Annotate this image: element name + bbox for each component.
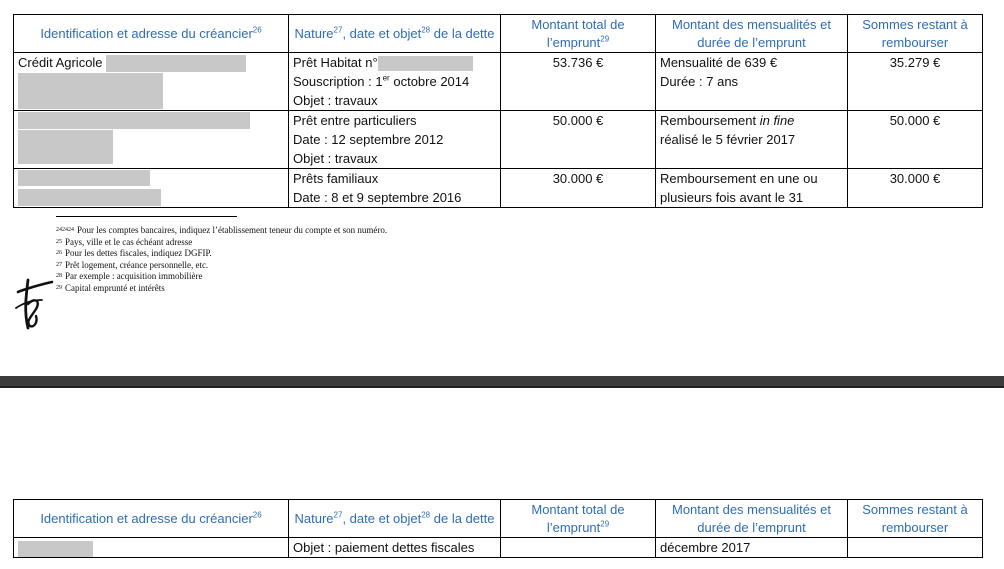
header-creditor-label: Identification et adresse du créancier bbox=[40, 510, 253, 526]
table-row bbox=[14, 169, 983, 208]
footnote-ref: 27 bbox=[333, 25, 343, 35]
table-header-row bbox=[14, 500, 983, 538]
nature-line: Prêt entre particuliers bbox=[293, 113, 417, 128]
footnote-number: 26 bbox=[56, 250, 62, 256]
redacted-block bbox=[378, 56, 473, 71]
footnote-text: Pays, ville et le cas échéant adresse bbox=[65, 236, 193, 247]
table-row bbox=[14, 538, 983, 558]
creditor-cell bbox=[14, 169, 289, 208]
header-remaining-label: Sommes restant à rembourser bbox=[862, 501, 968, 535]
header-monthly bbox=[656, 500, 848, 538]
redacted-block bbox=[18, 541, 93, 557]
handwritten-initials-signature bbox=[12, 278, 56, 332]
monthly-line-italic: in fine bbox=[759, 113, 795, 128]
header-monthly-label: Montant des mensualités et durée de l’emprunt bbox=[672, 501, 831, 535]
nature-line: Prêts familiaux bbox=[293, 171, 379, 186]
footnote-text: Pour les dettes fiscales, indiquez DGFIP. bbox=[65, 248, 212, 258]
header-monthly bbox=[656, 15, 848, 53]
footnote-divider bbox=[56, 216, 237, 217]
debts-table bbox=[13, 14, 983, 208]
footnote bbox=[56, 237, 476, 249]
remaining-amount bbox=[848, 538, 983, 558]
page-separator bbox=[0, 376, 1004, 388]
creditor-cell bbox=[14, 111, 289, 169]
monthly-line: Remboursement en une ou bbox=[660, 171, 818, 186]
footnote-ref: 29 bbox=[600, 34, 610, 44]
nature-line: Souscription : 1 bbox=[293, 74, 383, 89]
header-creditor bbox=[14, 500, 289, 538]
header-nature-label: Nature bbox=[294, 510, 334, 526]
nature-cell bbox=[289, 169, 501, 208]
footnote-number: 28 bbox=[56, 273, 62, 279]
monthly-line: plusieurs fois avant le 31 bbox=[660, 190, 804, 205]
nature-line: Date : 12 septembre 2012 bbox=[293, 132, 444, 147]
header-nature-label: , date et objet bbox=[342, 510, 422, 526]
header-total-label: Montant total de l’emprunt bbox=[531, 501, 625, 535]
footnote-ref: 27 bbox=[333, 510, 343, 520]
redacted-block bbox=[18, 73, 163, 109]
monthly-line: Mensualité de 639 € bbox=[660, 55, 778, 70]
remaining-amount: 35.279 € bbox=[848, 53, 983, 111]
monthly-line: réalisé le 5 février 2017 bbox=[660, 132, 796, 147]
header-nature-label: de la dette bbox=[430, 25, 495, 41]
footnote bbox=[56, 283, 476, 295]
nature-line: Prêt Habitat n° bbox=[293, 55, 378, 70]
footnote-ref: 28 bbox=[421, 510, 431, 520]
redacted-block bbox=[18, 189, 161, 206]
nature-line: octobre 2014 bbox=[389, 74, 470, 89]
redacted-block bbox=[18, 170, 150, 186]
footnote-number: 29 bbox=[56, 284, 62, 291]
table-row bbox=[14, 111, 983, 169]
header-nature-label: Nature bbox=[294, 25, 334, 41]
monthly-cell bbox=[656, 111, 848, 169]
footnote-number: 27 bbox=[56, 261, 62, 268]
footnote-text: Pour les comptes bancaires, indiquez l’établissement teneur du compte et son numéro. bbox=[77, 225, 388, 235]
header-remaining-label: Sommes restant à rembourser bbox=[862, 16, 968, 50]
creditor-cell bbox=[14, 53, 289, 111]
header-remaining bbox=[848, 15, 983, 53]
debts-table-continued bbox=[13, 499, 983, 558]
nature-line: Date : 8 et 9 septembre 2016 bbox=[293, 190, 462, 205]
monthly-cell bbox=[656, 53, 848, 111]
header-nature-label: de la dette bbox=[430, 510, 495, 526]
monthly-cell: décembre 2017 bbox=[656, 538, 848, 558]
header-nature bbox=[289, 500, 501, 538]
footnote-ref: 28 bbox=[421, 25, 431, 35]
creditor-cell bbox=[14, 538, 289, 558]
footnote bbox=[56, 271, 476, 283]
nature-line: Objet : travaux bbox=[293, 93, 378, 108]
header-nature bbox=[289, 15, 501, 53]
header-creditor-label: Identification et adresse du créancier bbox=[40, 25, 253, 41]
footnote-text: Capital emprunté et intérêts bbox=[65, 282, 165, 293]
monthly-line: Durée : 7 ans bbox=[660, 74, 739, 89]
footnote-ref: 26 bbox=[252, 25, 262, 35]
table-row bbox=[14, 53, 983, 111]
total-amount: 50.000 € bbox=[501, 111, 656, 169]
total-amount: 53.736 € bbox=[501, 53, 656, 111]
footnote-number: 242424 bbox=[56, 227, 74, 233]
header-total-label: Montant total de l’emprunt bbox=[531, 16, 625, 50]
footnote-text: Prêt logement, créance personnelle, etc. bbox=[65, 259, 209, 270]
header-creditor bbox=[14, 15, 289, 53]
monthly-cell bbox=[656, 169, 848, 208]
creditor-name: Crédit Agricole bbox=[18, 55, 103, 70]
remaining-amount: 30.000 € bbox=[848, 169, 983, 208]
redacted-block bbox=[18, 130, 113, 164]
footnote bbox=[56, 248, 476, 260]
footnote bbox=[56, 260, 476, 272]
footnote bbox=[56, 225, 476, 237]
redacted-block bbox=[18, 112, 250, 129]
monthly-line: Remboursement bbox=[660, 113, 760, 128]
header-total bbox=[501, 500, 656, 538]
table-header-row bbox=[14, 15, 983, 53]
header-total bbox=[501, 15, 656, 53]
nature-cell bbox=[289, 111, 501, 169]
header-monthly-label: Montant des mensualités et durée de l’emprunt bbox=[672, 16, 831, 50]
redacted-block bbox=[106, 55, 246, 72]
remaining-amount: 50.000 € bbox=[848, 111, 983, 169]
nature-line: Objet : travaux bbox=[293, 151, 378, 166]
ordinal-suffix: er bbox=[382, 73, 390, 83]
footnote-text: Par exemple : acquisition immobilière bbox=[65, 271, 203, 281]
document-page-2 bbox=[0, 388, 1004, 569]
footnote-ref: 29 bbox=[600, 519, 610, 529]
header-remaining bbox=[848, 500, 983, 538]
nature-cell bbox=[289, 53, 501, 111]
footnote-number: 25 bbox=[56, 238, 62, 245]
total-amount: 30.000 € bbox=[501, 169, 656, 208]
header-nature-label: , date et objet bbox=[342, 25, 422, 41]
footnote-ref: 26 bbox=[252, 510, 262, 520]
footnotes bbox=[56, 216, 476, 294]
nature-cell: Objet : paiement dettes fiscales bbox=[289, 538, 501, 558]
total-amount bbox=[501, 538, 656, 558]
